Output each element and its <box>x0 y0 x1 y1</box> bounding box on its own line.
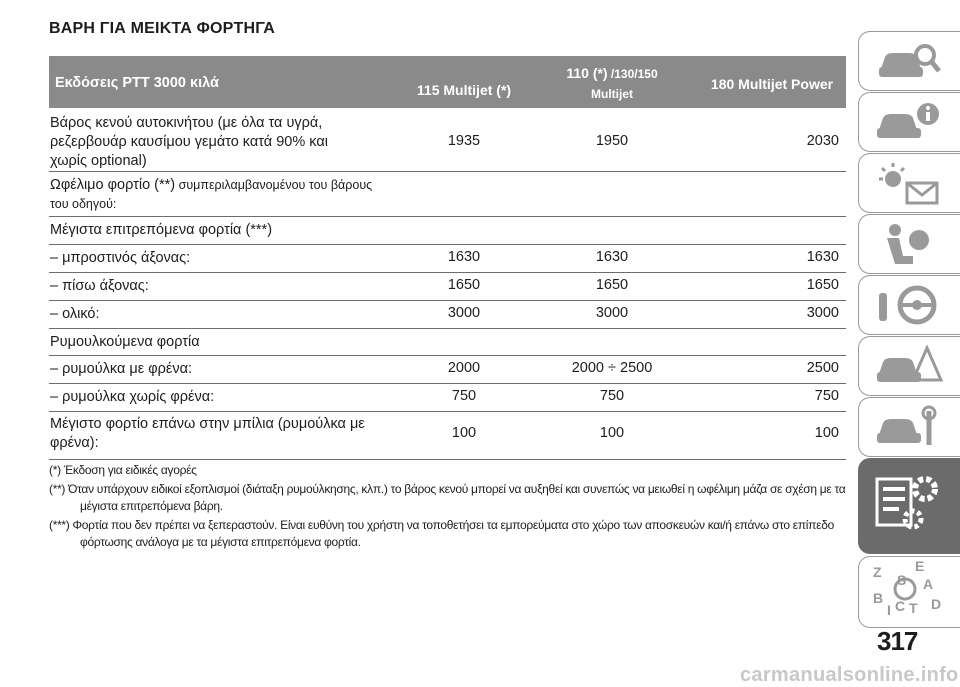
table-row <box>49 329 846 356</box>
table-row <box>49 172 846 217</box>
header-115-multijet: 115 Multijet (*) <box>416 82 512 98</box>
value-180: 1630 <box>806 249 839 265</box>
value-110: 2000 ÷ 2500 <box>571 360 653 376</box>
car-search-icon <box>873 39 943 85</box>
watermark: carmanualsonline.info <box>740 664 959 686</box>
value-110: 1950 <box>595 133 629 149</box>
value-180: 1650 <box>806 277 839 293</box>
value-110: 1630 <box>595 249 629 265</box>
value-115: 1630 <box>447 249 481 265</box>
technical-data-gear-icon <box>873 467 947 547</box>
svg-text:D: D <box>931 596 942 612</box>
header-180-multijet-power: 180 Multijet Power <box>710 76 834 92</box>
value-180: 2500 <box>806 360 839 376</box>
value-110: 1650 <box>595 277 629 293</box>
value-110: 3000 <box>595 305 629 321</box>
svg-text:I: I <box>887 602 891 618</box>
svg-text:B: B <box>873 590 884 606</box>
table-header <box>49 56 846 108</box>
table-row <box>49 245 846 273</box>
value-110: 750 <box>599 388 625 404</box>
seat-airbag-icon <box>873 222 943 268</box>
footnote-3: (***) Φορτία που δεν πρέπει να ξεπεραστούν. Είναι ευθύνη του χρήστη να τοποθετήσει τα εμπορεύματα στο χώρο των αποσκευών και/ή επάνω στο επίπεδο φόρτωσης ανάλογα με τα μέγιστα επιτρεπόμενα φορτία. <box>49 518 834 549</box>
car-wrench-icon <box>873 405 943 451</box>
value-115: 750 <box>451 388 477 404</box>
header-versions: Εκδόσεις PTT 3000 κιλά <box>55 75 219 91</box>
value-115: 1650 <box>447 277 481 293</box>
alphabetical-index-icon <box>869 559 949 625</box>
row-label: Μέγιστο φορτίο επάνω στην μπίλια (ρυμούλκα με φρένα): <box>50 416 365 451</box>
row-label: – ρυμούλκα με φρένα: <box>50 361 192 377</box>
tab-maintenance[interactable] <box>858 397 960 457</box>
svg-text:T: T <box>909 600 918 616</box>
table-row <box>49 273 846 301</box>
svg-text:S: S <box>897 572 907 588</box>
car-warning-icon <box>873 344 943 390</box>
value-180: 3000 <box>806 305 839 321</box>
key-steering-wheel-icon <box>873 283 943 329</box>
svg-text:Z: Z <box>873 564 882 580</box>
header-110-130-150-multijet <box>537 64 687 104</box>
page-number: 317 <box>877 626 918 656</box>
tab-technical-data[interactable] <box>858 458 960 554</box>
tab-safety[interactable] <box>858 214 960 274</box>
header-multijet: Multijet <box>591 87 633 101</box>
table-row <box>49 301 846 329</box>
svg-text:C: C <box>895 598 906 614</box>
row-label: – ολικό: <box>50 306 100 322</box>
row-label: Μέγιστα επιτρεπόμενα φορτία (***) <box>50 222 273 238</box>
row-label: – ρυμούλκα χωρίς φρένα: <box>50 389 215 405</box>
tab-emergency[interactable] <box>858 336 960 396</box>
row-label: – μπροστινός άξονας: <box>50 250 191 266</box>
row-label: Ωφέλιμο φορτίο (**) συμπεριλαμβανομένου του βάρους του οδηγού: <box>50 177 373 211</box>
svg-text:E: E <box>915 559 925 574</box>
value-115: 100 <box>451 425 477 441</box>
page-title: ΒΑΡΗ ΓΙΑ ΜΕΙΚΤΑ ΦΟΡΤΗΓΑ <box>49 20 276 37</box>
value-115: 3000 <box>447 305 481 321</box>
header-110: 110 (*) <box>566 65 608 81</box>
value-180: 750 <box>814 388 839 404</box>
value-180: 100 <box>814 425 839 441</box>
svg-text:A: A <box>923 576 934 592</box>
row-label: Βάρος κενού αυτοκινήτου (με όλα τα υγρά, ρεζερβουάρ καυσίμου γεμάτο κατά 90% και χωρίς optional) <box>50 115 328 169</box>
tab-car-info[interactable] <box>858 92 960 152</box>
tab-index[interactable] <box>858 556 960 628</box>
tab-starting-driving[interactable] <box>858 275 960 335</box>
header-130-150: /130/150 <box>607 67 658 81</box>
row-label: Ρυμουλκούμενα φορτία <box>50 334 200 350</box>
footnote-1: (*) Έκδοση για ειδικές αγορές <box>49 463 197 477</box>
value-115: 2000 <box>447 360 481 376</box>
car-info-icon <box>873 100 943 146</box>
footnote-2: (**) Όταν υπάρχουν ειδικοί εξοπλισμοί (διάταξη ρυμούλκησης, κλπ.) το βάρος κενού μπορεί να αυξηθεί και συνεπώς να μειωθεί η ωφέλιμη μάζα σε σχέση με τα μέγιστα επιτρεπόμενα βάρη. <box>49 482 846 513</box>
tab-car-search[interactable] <box>858 31 960 91</box>
table-row <box>49 384 846 412</box>
row-label: – πίσω άξονας: <box>50 278 149 294</box>
warning-light-message-icon <box>873 161 943 207</box>
footnotes <box>49 462 849 553</box>
table-row <box>49 356 846 384</box>
tab-warning-lights[interactable] <box>858 153 960 213</box>
value-110: 100 <box>599 425 625 441</box>
value-180: 2030 <box>806 133 839 149</box>
table-row <box>49 108 846 172</box>
table-row <box>49 412 846 460</box>
table-row <box>49 217 846 245</box>
value-115: 1935 <box>447 133 481 149</box>
